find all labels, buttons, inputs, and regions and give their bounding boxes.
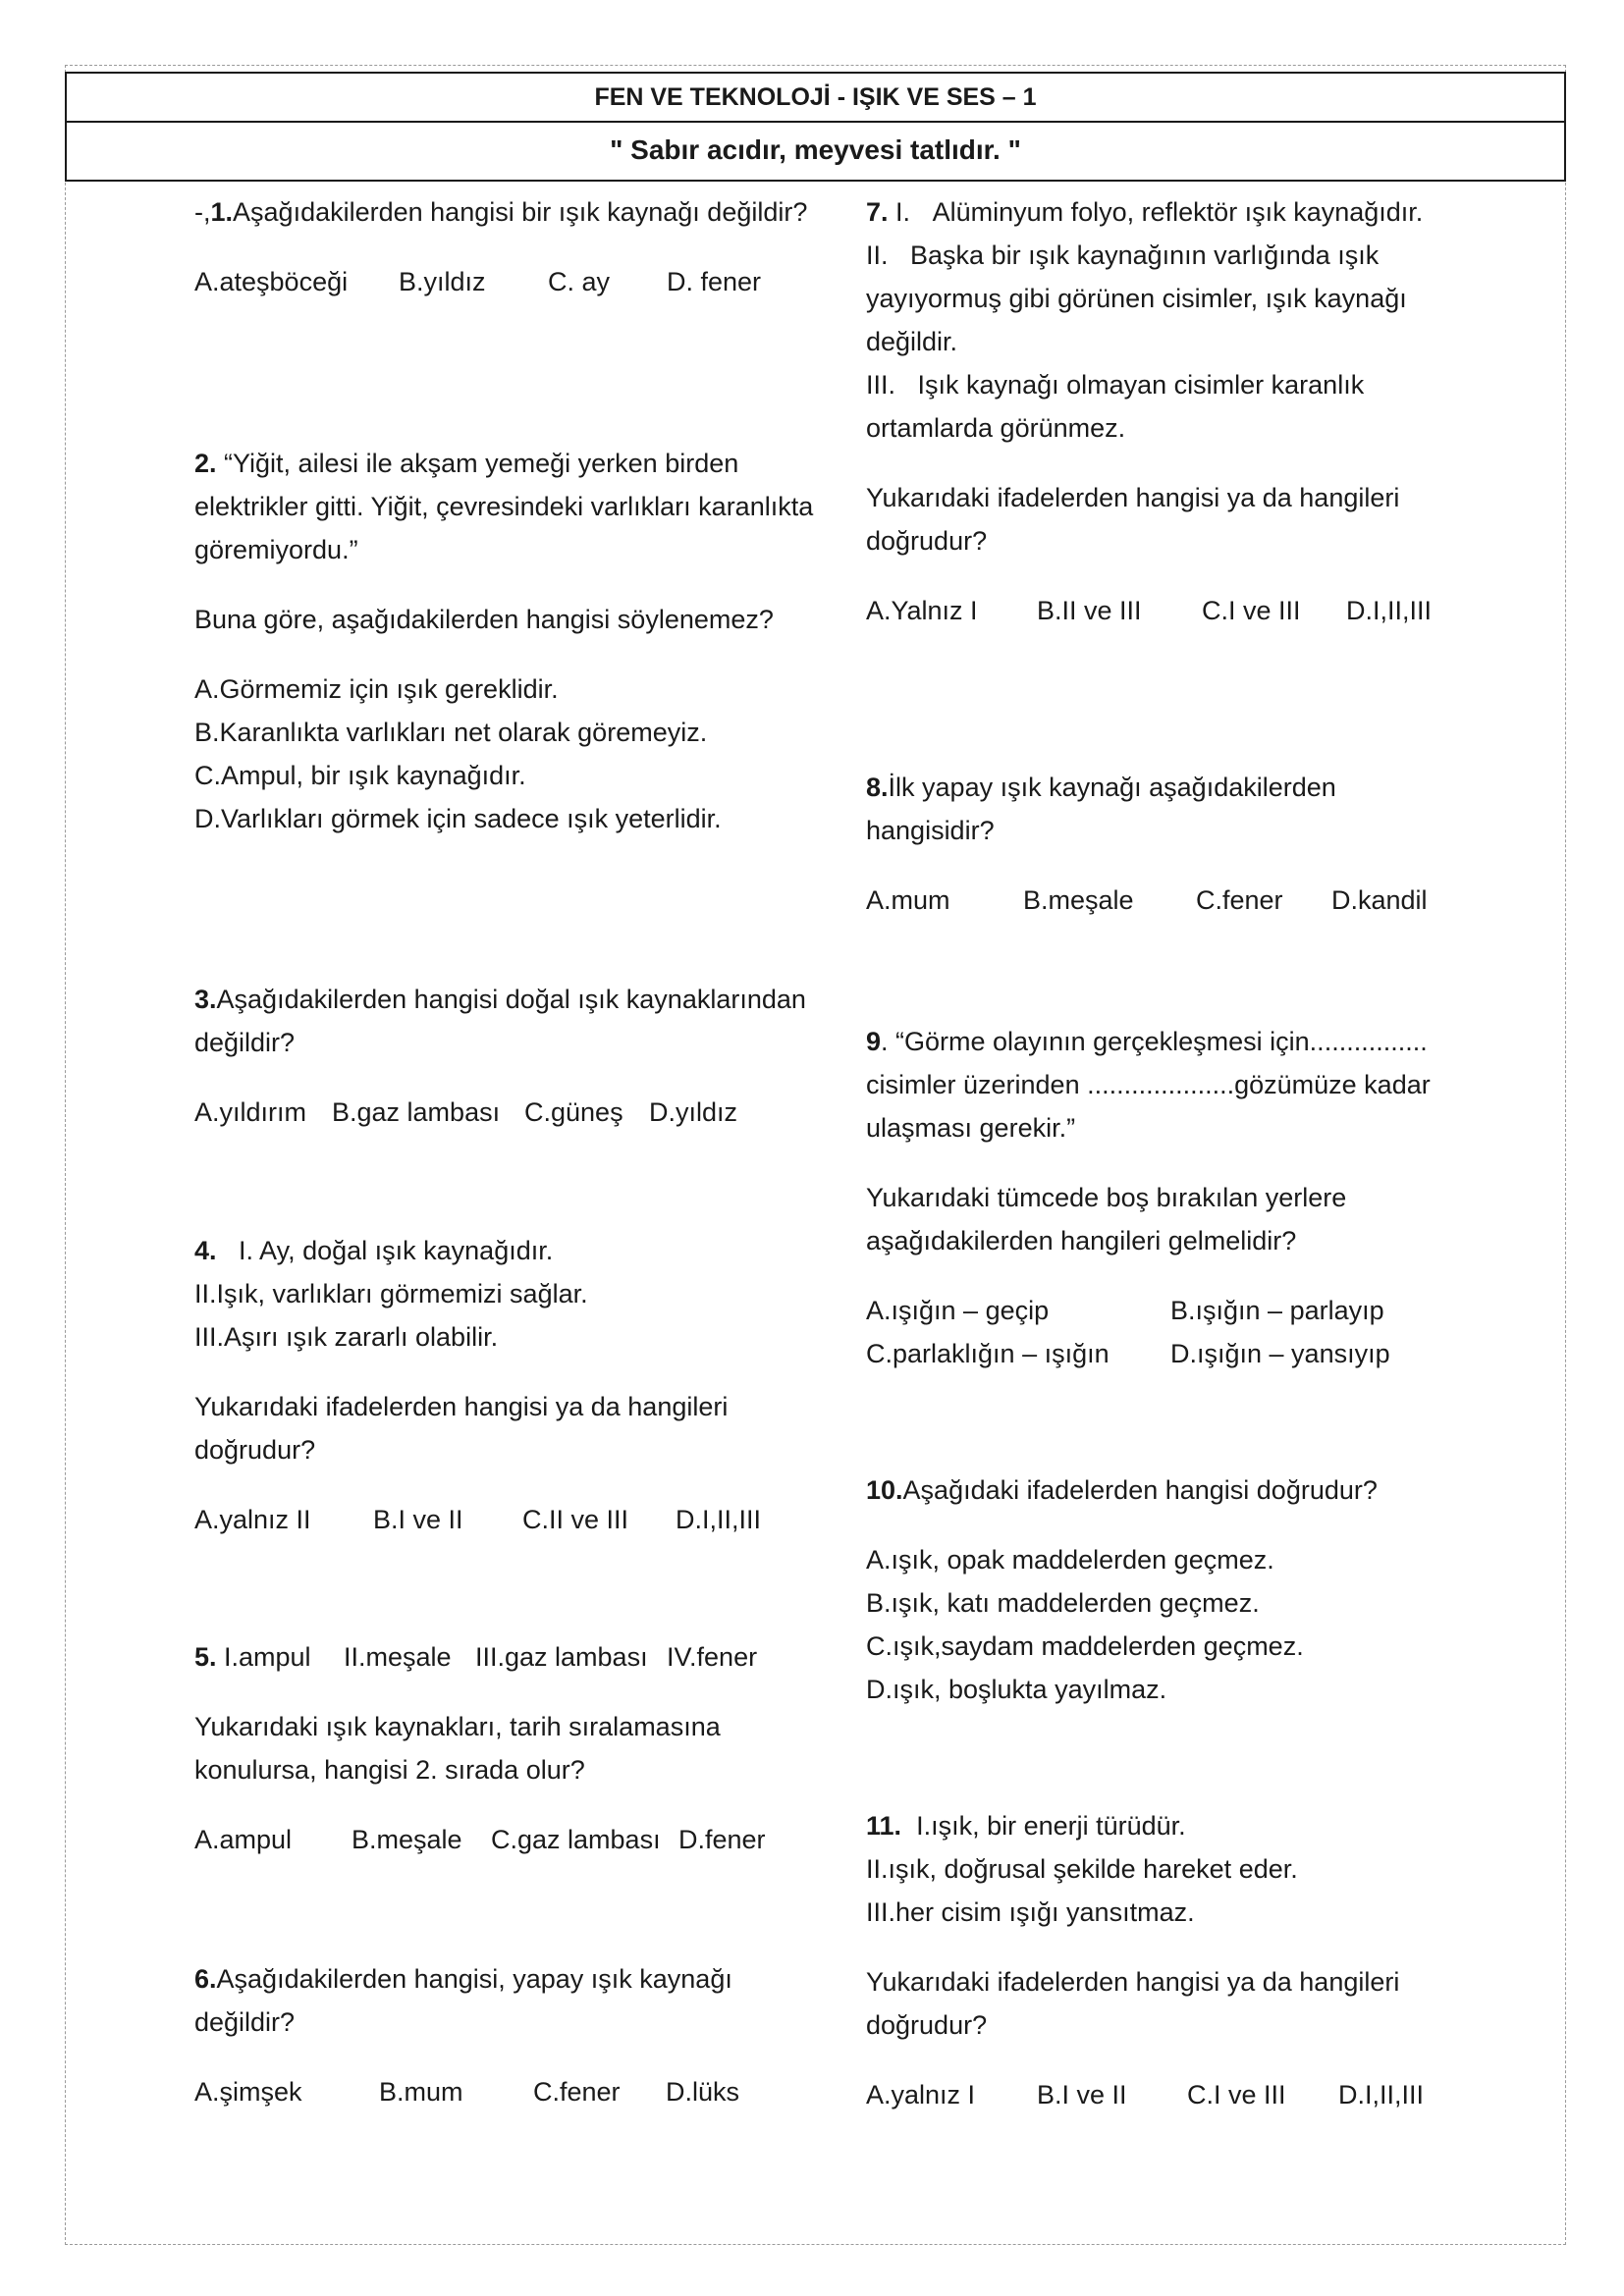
q6-text: Aşağıdakilerden hangisi, yapay ışık kaynağı değildir? bbox=[194, 1964, 732, 2037]
q11-options bbox=[866, 2073, 1455, 2116]
q2-option-c[interactable]: C.Ampul, bir ışık kaynağıdır. bbox=[194, 761, 526, 790]
q7-roman-3: III. bbox=[866, 370, 896, 400]
worksheet-title: FEN VE TEKNOLOJİ - IŞIK VE SES – 1 bbox=[65, 72, 1566, 123]
q11-statement-3: III.her cisim ışığı yansıtmaz. bbox=[866, 1897, 1195, 1927]
q3-options bbox=[194, 1091, 823, 1134]
q5-option-b[interactable]: B.meşale bbox=[352, 1825, 462, 1854]
q5-item-3: III.gaz lambası bbox=[475, 1642, 648, 1672]
q1-number: 1. bbox=[210, 197, 234, 227]
q10-number: 10. bbox=[866, 1475, 903, 1505]
q6-option-c[interactable]: C.fener bbox=[533, 2077, 621, 2107]
q7-question: Yukarıdaki ifadelerden hangisi ya da hangileri doğrudur? bbox=[866, 483, 1400, 556]
q4-option-a[interactable]: A.yalnız II bbox=[194, 1505, 311, 1534]
q1-option-c[interactable]: C. ay bbox=[548, 267, 611, 296]
q3-option-d[interactable]: D.yıldız bbox=[649, 1097, 738, 1127]
q5-item-2: II.meşale bbox=[344, 1642, 452, 1672]
q4-options bbox=[194, 1498, 823, 1541]
q11-option-d[interactable]: D.I,II,III bbox=[1338, 2080, 1425, 2109]
q9-options-row-2 bbox=[866, 1332, 1455, 1375]
q7-option-b[interactable]: B.II ve III bbox=[1037, 596, 1142, 625]
q4-option-d[interactable]: D.I,II,III bbox=[676, 1505, 762, 1534]
q7-statement-2: Başka bir ışık kaynağının varlığında ışık yayıyormuş gibi görünen cisimler, ışık kaynağı değildir. bbox=[866, 240, 1407, 356]
q11-number: 11. bbox=[866, 1811, 902, 1841]
q11-statement-1: I.ışık, bir enerji türüdür. bbox=[916, 1811, 1186, 1841]
q4-statement-3: III.Aşırı ışık zararlı olabilir. bbox=[194, 1322, 499, 1352]
q8-text: İlk yapay ışık kaynağı aşağıdakilerden hangisidir? bbox=[866, 773, 1336, 845]
q7-statement-1: Alüminyum folyo, reflektör ışık kaynağıdır. bbox=[932, 197, 1424, 227]
q4-statement-1: I. Ay, doğal ışık kaynağıdır. bbox=[239, 1236, 554, 1265]
q9-option-b[interactable]: B.ışığın – parlayıp bbox=[1170, 1296, 1384, 1325]
q6-options bbox=[194, 2070, 823, 2113]
q4-option-b[interactable]: B.I ve II bbox=[373, 1505, 463, 1534]
q4-question: Yukarıdaki ifadelerden hangisi ya da hangileri doğrudur? bbox=[194, 1392, 729, 1465]
q2-option-d[interactable]: D.Varlıkları görmek için sadece ışık yeterlidir. bbox=[194, 804, 722, 833]
question-1 bbox=[194, 190, 823, 303]
q7-option-d[interactable]: D.I,II,III bbox=[1346, 596, 1433, 625]
question-7 bbox=[866, 190, 1455, 632]
question-3 bbox=[194, 978, 823, 1134]
q6-option-d[interactable]: D.lüks bbox=[666, 2077, 740, 2107]
q3-option-c[interactable]: C.güneş bbox=[524, 1097, 623, 1127]
q6-number: 6. bbox=[194, 1964, 217, 1994]
q3-text: Aşağıdakilerden hangisi doğal ışık kaynaklarından değildir? bbox=[194, 985, 806, 1057]
q7-option-c[interactable]: C.I ve III bbox=[1202, 596, 1301, 625]
question-10 bbox=[866, 1468, 1455, 1711]
q3-option-b[interactable]: B.gaz lambası bbox=[332, 1097, 501, 1127]
question-4 bbox=[194, 1229, 823, 1541]
q11-option-b[interactable]: B.I ve II bbox=[1037, 2080, 1127, 2109]
q5-number: 5. bbox=[194, 1642, 217, 1672]
q10-option-a[interactable]: A.ışık, opak maddelerden geçmez. bbox=[866, 1545, 1274, 1575]
q5-question: Yukarıdaki ışık kaynakları, tarih sıralamasına konulursa, hangisi 2. sırada olur? bbox=[194, 1712, 721, 1785]
question-9 bbox=[866, 1020, 1455, 1375]
q11-option-c[interactable]: C.I ve III bbox=[1187, 2080, 1286, 2109]
q8-option-b[interactable]: B.meşale bbox=[1023, 885, 1134, 915]
q8-number: 8. bbox=[866, 773, 889, 802]
q8-option-d[interactable]: D.kandil bbox=[1331, 885, 1428, 915]
q9-options-row-1 bbox=[866, 1289, 1455, 1332]
q5-item-4: IV.fener bbox=[667, 1642, 758, 1672]
q7-number: 7. bbox=[866, 197, 889, 227]
q10-text: Aşağıdaki ifadelerden hangisi doğrudur? bbox=[902, 1475, 1378, 1505]
q9-option-c[interactable]: C.parlaklığın – ışığın bbox=[866, 1339, 1110, 1368]
q10-option-c[interactable]: C.ışık,saydam maddelerden geçmez. bbox=[866, 1631, 1304, 1661]
q2-text: “Yiğit, ailesi ile akşam yemeği yerken birden elektrikler gitti. Yiğit, çevresindeki varlıkları karanlıkta göremiyordu.” bbox=[194, 449, 814, 564]
q5-option-d[interactable]: D.fener bbox=[678, 1825, 766, 1854]
q9-option-a[interactable]: A.ışığın – geçip bbox=[866, 1296, 1050, 1325]
q11-statement-2: II.ışık, doğrusal şekilde hareket eder. bbox=[866, 1854, 1298, 1884]
q5-item-1: I.ampul bbox=[224, 1642, 311, 1672]
q7-option-a[interactable]: A.Yalnız I bbox=[866, 596, 978, 625]
worksheet-motto: " Sabır acıdır, meyvesi tatlıdır. " bbox=[65, 123, 1566, 182]
q7-roman-2: II. bbox=[866, 240, 889, 270]
q9-question: Yukarıdaki tümcede boş bırakılan yerlere aşağıdakilerden hangileri gelmelidir? bbox=[866, 1183, 1347, 1255]
q4-statement-2: II.Işık, varlıkları görmemizi sağlar. bbox=[194, 1279, 588, 1308]
q9-text: . “Görme olayının gerçekleşmesi için................ cisimler üzerinden ....................gözümüze kadar ulaşması gerekir.” bbox=[866, 1027, 1431, 1143]
q1-prefix: -, bbox=[194, 197, 211, 227]
q1-option-b[interactable]: B.yıldız bbox=[399, 267, 486, 296]
q2-option-b[interactable]: B.Karanlıkta varlıkları net olarak göremeyiz. bbox=[194, 718, 708, 747]
q8-option-a[interactable]: A.mum bbox=[866, 885, 950, 915]
q11-question: Yukarıdaki ifadelerden hangisi ya da hangileri doğrudur? bbox=[866, 1967, 1400, 2040]
question-11 bbox=[866, 1804, 1455, 2116]
q5-option-a[interactable]: A.ampul bbox=[194, 1825, 293, 1854]
question-8 bbox=[866, 766, 1455, 922]
q7-options bbox=[866, 589, 1455, 632]
q1-options bbox=[194, 260, 823, 303]
q1-option-a[interactable]: A.ateşböceği bbox=[194, 267, 349, 296]
q4-option-c[interactable]: C.II ve III bbox=[522, 1505, 629, 1534]
q9-number: 9 bbox=[866, 1027, 882, 1056]
q2-number: 2. bbox=[194, 449, 217, 478]
q8-option-c[interactable]: C.fener bbox=[1196, 885, 1283, 915]
q9-option-d[interactable]: D.ışığın – yansıyıp bbox=[1170, 1339, 1390, 1368]
q11-option-a[interactable]: A.yalnız I bbox=[866, 2080, 976, 2109]
q3-number: 3. bbox=[194, 985, 217, 1014]
q2-option-a[interactable]: A.Görmemiz için ışık gereklidir. bbox=[194, 674, 559, 704]
q1-text: Aşağıdakilerden hangisi bir ışık kaynağı değildir? bbox=[233, 197, 808, 227]
question-5 bbox=[194, 1635, 823, 1861]
q5-options bbox=[194, 1818, 823, 1861]
q7-roman-1: I. bbox=[895, 197, 911, 227]
q7-statement-3: Işık kaynağı olmayan cisimler karanlık ortamlarda görünmez. bbox=[866, 370, 1365, 443]
q2-question: Buna göre, aşağıdakilerden hangisi söylenemez? bbox=[194, 605, 774, 634]
q3-option-a[interactable]: A.yıldırım bbox=[194, 1097, 307, 1127]
q4-number: 4. bbox=[194, 1236, 217, 1265]
q6-option-b[interactable]: B.mum bbox=[379, 2077, 463, 2107]
q10-option-d[interactable]: D.ışık, boşlukta yayılmaz. bbox=[866, 1675, 1167, 1704]
question-2 bbox=[194, 442, 823, 840]
q5-items bbox=[194, 1635, 823, 1679]
q1-option-d[interactable]: D. fener bbox=[667, 267, 762, 296]
q10-option-b[interactable]: B.ışık, katı maddelerden geçmez. bbox=[866, 1588, 1260, 1618]
q6-option-a[interactable]: A.şimşek bbox=[194, 2077, 302, 2107]
question-6 bbox=[194, 1957, 823, 2113]
q8-options bbox=[866, 879, 1455, 922]
q5-option-c[interactable]: C.gaz lambası bbox=[491, 1825, 661, 1854]
